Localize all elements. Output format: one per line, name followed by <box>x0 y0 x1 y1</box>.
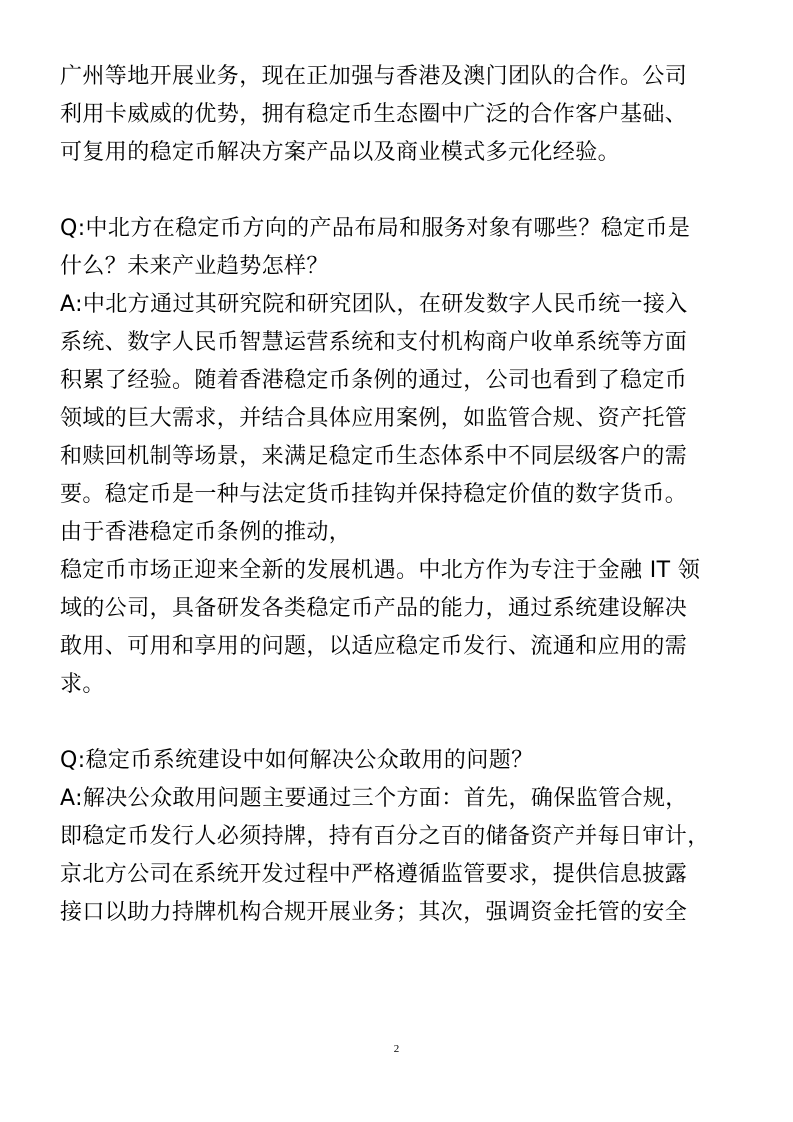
answer-line: 即稳定币发行人必须持牌，持有百分之百的储备资产并每日审计， <box>60 824 710 849</box>
question-line: Q:稳定币系统建设中如何解决公众敢用的问题？ <box>60 748 534 773</box>
answer-line: 系统、数字人民币智慧运营系统和支付机构商户收单系统等方面 <box>60 330 688 355</box>
text-line: 可复用的稳定币解决方案产品以及商业模式多元化经验。 <box>60 140 621 165</box>
paragraph-qa-product-layout <box>60 210 740 704</box>
page-number: 2 <box>393 1043 400 1055</box>
answer-line: 由于香港稳定币条例的推动， <box>60 520 352 545</box>
question-line: Q:中北方在稳定币方向的产品布局和服务对象有哪些？稳定币是 <box>60 216 691 241</box>
paragraph-gap <box>60 172 740 210</box>
paragraph-gap <box>60 704 740 742</box>
answer-line: 敢用、可用和享用的问题，以适应稳定币发行、流通和应用的需 <box>60 634 688 659</box>
answer-line: 京北方公司在系统开发过程中严格遵循监管要求，提供信息披露 <box>60 862 688 887</box>
answer-line: 领域的巨大需求，并结合具体应用案例，如监管合规、资产托管 <box>60 406 688 431</box>
answer-line: 域的公司，具备研发各类稳定币产品的能力，通过系统建设解决 <box>60 596 688 621</box>
answer-line: 求。 <box>60 672 105 697</box>
answer-line: 和赎回机制等场景，来满足稳定币生态体系中不同层级客户的需 <box>60 444 688 469</box>
paragraph-qa-public-trust <box>60 742 740 932</box>
text-line: 广州等地开展业务，现在正加强与香港及澳门团队的合作。公司 <box>60 64 688 89</box>
answer-line: A:中北方通过其研究院和研究团队，在研发数字人民币统一接入 <box>60 292 688 317</box>
page-content <box>60 58 740 932</box>
question-line: 什么？未来产业趋势怎样？ <box>60 254 329 279</box>
answer-line: 积累了经验。随着香港稳定币条例的通过，公司也看到了稳定币 <box>60 368 688 393</box>
paragraph-intro <box>60 58 740 172</box>
answer-line: A:解决公众敢用问题主要通过三个方面：首先，确保监管合规， <box>60 786 688 811</box>
text-line: 利用卡威威的优势，拥有稳定币生态圈中广泛的合作客户基础、 <box>60 102 688 127</box>
answer-line: 稳定币市场正迎来全新的发展机遇。中北方作为专注于金融 IT 领 <box>60 558 701 583</box>
answer-line: 接口以助力持牌机构合规开展业务；其次，强调资金托管的安全 <box>60 900 688 925</box>
answer-line: 要。稳定币是一种与法定货币挂钩并保持稳定价值的数字货币。 <box>60 482 688 507</box>
